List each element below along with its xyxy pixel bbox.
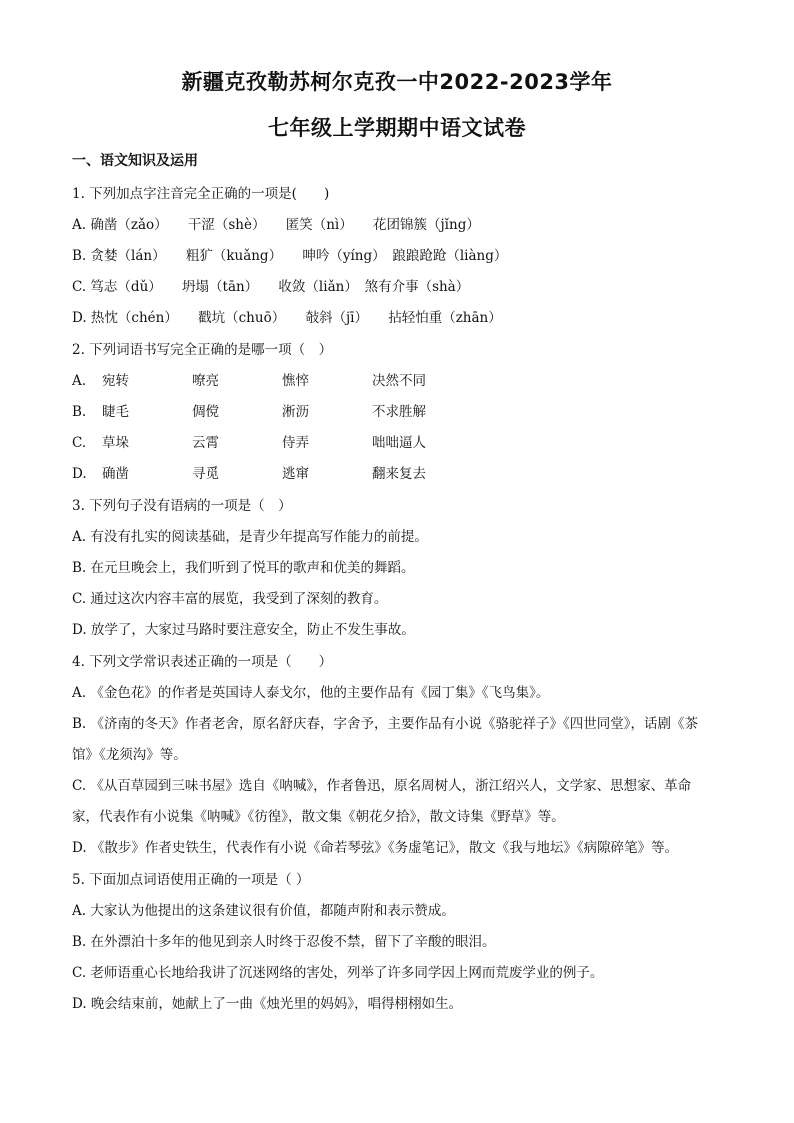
option-word: 嘹亮	[192, 373, 219, 389]
question-3-option-a: A. 有没有扎实的阅读基础，是青少年提高写作能力的前提。	[72, 529, 428, 545]
question-3-option-c: C. 通过这次内容丰富的展览，我受到了深刻的教育。	[72, 591, 388, 607]
question-4-option-a: A. 《金色花》的作者是英国诗人泰戈尔，他的主要作品有《园丁集》《飞鸟集》。	[72, 685, 550, 701]
option-word: 翻来复去	[372, 466, 426, 482]
section-heading: 一、语文知识及运用	[72, 153, 198, 169]
question-1-option-a: A. 确凿（zǎo） 干涩（shè） 匿笑（nì） 花团锦簇（jǐng）	[72, 217, 480, 233]
question-2-option-d	[72, 462, 426, 482]
option-letter: C.	[72, 435, 87, 451]
option-letter: B.	[72, 404, 87, 420]
option-word: 淅沥	[282, 404, 309, 420]
question-4-option-b-line1: B. 《济南的冬天》作者老舍，原名舒庆春，字舍予，主要作品有小说《骆驼祥子》《四世同堂》，话剧《茶	[72, 716, 699, 732]
option-word: 云霄	[192, 435, 219, 451]
question-4-option-d: D. 《散步》作者史铁生，代表作有小说《命若琴弦》《务虚笔记》，散文《我与地坛》《病隙碎笔》等。	[72, 840, 679, 856]
question-5-option-c: C. 老师语重心长地给我讲了沉迷网络的害处，列举了许多同学因上网而荒废学业的例子。	[72, 965, 604, 981]
question-4-stem: 4. 下列文学常识表述正确的一项是（ ）	[72, 654, 333, 670]
option-letter: A.	[72, 373, 87, 389]
question-2-option-a	[72, 369, 426, 389]
option-word: 逃窜	[282, 466, 309, 482]
question-4-option-c-line1: C. 《从百草园到三味书屋》选自《呐喊》，作者鲁迅，原名周树人，浙江绍兴人，文学家、思想家、革命	[72, 778, 692, 794]
option-word: 咄咄逼人	[372, 435, 426, 451]
question-1-option-c: C. 笃志（dǔ） 坍塌（tān） 收敛（liǎn） 煞有介事（shà）	[72, 279, 470, 295]
exam-title-line1: 新疆克孜勒苏柯尔克孜一中2022-2023学年	[181, 70, 613, 94]
option-word: 睫毛	[102, 404, 129, 420]
option-word: 憔悴	[282, 373, 309, 389]
option-word: 不求胜解	[372, 404, 426, 420]
question-4-option-b-line2: 馆》《龙须沟》等。	[72, 747, 187, 763]
question-5-option-a: A. 大家认为他提出的这条建议很有价值，都随声附和表示赞成。	[72, 903, 455, 919]
question-5-option-b: B. 在外漂泊十多年的他见到亲人时终于忍俊不禁，留下了辛酸的眼泪。	[72, 934, 496, 950]
question-1-stem: 1. 下列加点字注音完全正确的一项是( )	[72, 186, 330, 202]
option-word: 确凿	[102, 466, 129, 482]
option-word: 宛转	[102, 373, 129, 389]
question-3-stem: 3. 下列句子没有语病的一项是（ ）	[72, 498, 292, 514]
question-2-option-c	[72, 431, 426, 451]
question-3-option-d: D. 放学了，大家过马路时要注意安全，防止不发生事故。	[72, 622, 415, 638]
exam-title-line2: 七年级上学期期中语文试卷	[268, 116, 526, 140]
option-word: 决然不同	[372, 373, 426, 389]
question-2-stem: 2. 下列词语书写完全正确的是哪一项（ ）	[72, 342, 333, 358]
question-5-option-d: D. 晚会结束前，她献上了一曲《烛光里的妈妈》，唱得栩栩如生。	[72, 996, 463, 1012]
question-4-option-c-line2: 家，代表作有小说集《呐喊》《彷徨》，散文集《朝花夕拾》，散文诗集《野草》等。	[72, 809, 565, 825]
question-2-option-b	[72, 400, 426, 420]
option-letter: D.	[72, 466, 87, 482]
question-3-option-b: B. 在元旦晚会上，我们听到了悦耳的歌声和优美的舞蹈。	[72, 560, 415, 576]
option-word: 倜傥	[192, 404, 219, 420]
question-1-option-d: D. 热忱（chén） 戳坑（chuō） 敧斜（jī） 拈轻怕重（zhān）	[72, 310, 502, 326]
option-word: 侍弄	[282, 435, 309, 451]
option-word: 寻觅	[192, 466, 219, 482]
question-1-option-b: B. 贪婪（lán） 粗犷（kuǎng） 呻吟（yíng） 踉踉跄跄（liàng）	[72, 248, 508, 264]
question-5-stem: 5. 下面加点词语使用正确的一项是（ ）	[72, 872, 310, 888]
option-word: 草垛	[102, 435, 129, 451]
